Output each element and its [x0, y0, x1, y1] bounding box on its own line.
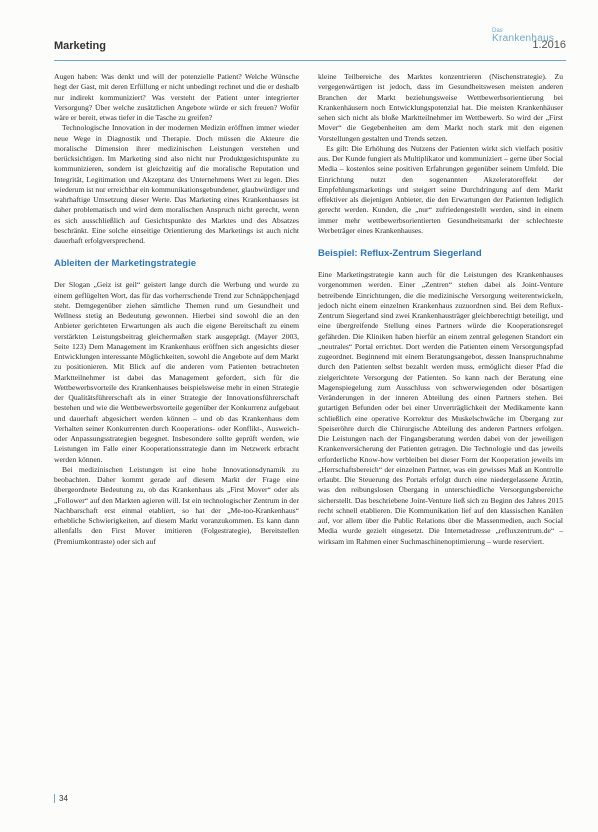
right-column: [318, 72, 563, 547]
paragraph: Eine Marketingstrategie kann auch für die Leistungen des Krankenhauses vorgenommen werden. Einer „Zentren“ stehen dabei als Joint-Venture betreibende Einrichtungen, die die medizinische Versorgung weiterentwickeln, jedoch nicht einem einzelnen Krankenhaus zuzuordnen sind. Bei dem Reflux-Zentrum Siegerland sind zwei Krankenhausträger gleichberechtigt beteiligt, und eine übergreifende Stellung eines Partners würde die Kooperationsregel gefährden. Die Kliniken haben hierfür an einem zentral gelegenen Standort ein „neutrales“ Portal errichtet. Dort werden die Patienten einem Versorgungspfad zugeordnet. Beginnend mit einem Beratungsangebot, dessen Inanspruchnahme durch den Patienten selbst bezahlt werden muss, ermöglicht dieser Pfad die zielgerichtete Versorgung der Patienten. So kann nach der Beratung eine Magenspiegelung zum Ausschluss von schwerwiegenden oder bösartigen Veränderungen in der inneren Abteilung des einen Partners stehen. Bei gutartigen Befunden oder bei einer Unverträglichkeit der Medikamente kann schließlich eine operative Korrektur des Muskelschwäche im Übergang zur Speiseröhre durch die Chirurgische Abteilung des anderen Partners erfolgen. Die Leistungen nach der Fingangsberatung werden dabei von der jeweiligen Krankenversicherung der Patienten getragen. Die Technologie und das jeweils erforderliche Know-how verbleiben bei dieser Form der Kooperation jeweils im „Herrschaftsbereich“ der einzelnen Partner, was ein gewisses Maß an Kontrolle erlaubt. Die Steuerung des Portals erfolgt durch eine niedergelassene Ärztin, was den reibungslosen Übergang in unterschiedliche Versorgungsbereiche sicherstellt. Das beschriebene Joint-Venture ließ sich zu Beginn des Jahres 2015 recht schnell etablieren. Die Kommunikation lief auf den klassischen Kanälen auf, vor allem über die Public Relations über die Massenmedien, auch Social Media wurde gezielt eingesetzt. Die Internetadresse „refluxzentrum.de“ – wirksam im Rahmen einer Suchmaschinenoptimierung – wurde reserviert.: [318, 270, 563, 546]
section-title: Marketing: [54, 40, 106, 52]
paragraph: Bei medizinischen Leistungen ist eine hohe Innovationsdynamik zu beobachten. Daher kommt gerade auf diesem Markt der Frage eine übergeordnete Bedeutung zu, ob das Krankenhaus als „First Mover“ oder als „Follower“ auf den Markten agieren will. Ist ein technologischer Zentrum in der Nachbarschaft erst einmal etabliert, so hat der „Me-too-Krankenhaus“ erhebliche Schwierigkeiten, auf diesem Markt voranzukommen. Es kann dann allenfalls den First Mover imitieren (Folgestrategie), Bereitstellen (Premiumkontraste) oder sich auf: [54, 464, 299, 546]
paragraph: Der Slogan „Geiz ist geil“ geistert lange durch die Werbung und wurde zu einem geflügelten Wort, das für das vorherrschende Trend zur Schnäppchenjagd steht. Demgegenüber ziehen sämtliche Themen rund um Gesundheit und Wellness stetig an Bedeutung gewonnen. Hierbei sind sowohl die an den Anbieter gerichteten Erwartungen als auch die eigene Bereitschaft zu einem verstärkten Leistungsbeitrag gleichermaßen stark ausgeprägt. (Mayer 2003, Seite 123) Dem Management im Krankenhaus eröffnen sich angesichts dieser Entwicklungen interessante Möglichkeiten, sowohl die Angebote auf dem Markt zu positionieren. Mit Blick auf die anderen vom Patienten betrachteten Marktteilnehmer ist dabei das Management gefordert, sich für die Wettbewerbsvorteile des Krankenhauses beispielsweise mehr in einen Strategie der Qualitätsführerschaft als in einer Strategie der Innovationsführerschaft bestehen und wie die Wettbewerbsvorteile gegenüber der Konkurrenz aufgebaut und dauerhaft abgesichert werden können – und ob das Krankenhaus dem Verhalten seiner Konkurrenten durch Kooperations- oder Konflikt-, Ausweich- oder Anpassungsstrategien begegnet. Insbesondere sollte geprüft werden, wie Leistungen im Falle einer Kooperationsstrategie dann im Netzwerk erbracht werden können.: [54, 280, 299, 464]
section-heading: Beispiel: Reflux-Zentrum Siegerland: [318, 248, 482, 259]
paragraph: Technologische Innovation in der modernen Medizin eröffnen immer wieder neue Wege in Diagnostik und Therapie. Doch müssen die Akteure die moralische Dimension ihrer medizinischen Leistungen verstehen und berücksichtigen. Im Marketing sind also nicht nur Produktgesichtspunkte zu kommunizieren, sondern ist gleichzeitig auf die moralische Reputation und Integrität, Legitimation und Akzeptanz des Unternehmens Wert zu legen. Dies wiederum ist nur erreichbar ein kommunikationsgebundener, glaubwürdiger und wahrhaftige Umsetzung dieser Werte. Das Marketing eines Krankenhauses ist daher problematisch und wird dem moralischen Anspruch nicht gerecht, wenn es sich ausschließlich auf Gesichtspunkte des Marktes und des Absatzes beschränkt. Eine solche einseitige Orientierung des Marketings ist auch nicht dauerhaft erfolgversprechend.: [54, 123, 299, 245]
page-header: [54, 28, 566, 58]
paragraph: Augen haben: Was denkt und will der potenzielle Patient? Welche Wünsche hegt der Gast, mit deren Erfüllung er nicht unbedingt rechnet und die er deshalb nur indirekt kommuniziert? Was versteht der Patient unter integrierter Versorgung? Über welche zusätzlichen Angebote würde er sich freuen? Wofür wäre er bereit, etwas tiefer in die Tasche zu greifen?: [54, 72, 299, 122]
journal-logo-small: Das: [492, 28, 503, 34]
section-heading: Ableiten der Marketingstrategie: [54, 258, 197, 270]
left-column: [54, 72, 299, 547]
page-number: 34: [54, 794, 68, 803]
paragraph: Es gilt: Die Erhöhung des Nutzens der Patienten wirkt sich vielfach positiv aus. Der Kunde fungiert als Multiplikator und kommuniziert – gerne über Social Media – kostenlos seine positiven Erfahrungen gegenüber seinem Umfeld. Die Einrichtung nutzt den sogenannten Akzeleratoreffekt der Empfehlungsmarketings und steigert seine Durchdringung auf dem Markt effektiver als diejenigen Anbieter, die den Erwartungen der Patienten lediglich gerecht werden. Kunden, die „nur“ zufriedengestellt werden, sind in einem immer mehr wettbewerbsorientierten Gesundheitsmarkt der schlechteste Werbeträger eines Krankenhauses.: [318, 143, 563, 235]
journal-logo-main: Krankenhaus: [492, 33, 555, 44]
header-rule: [54, 60, 566, 61]
issue-number: 1.2016: [532, 39, 566, 51]
paragraph: kleine Teilbereiche des Marktes konzentrieren (Nischenstrategie). Zu vergegenwärtigen ist jedoch, dass im Gesundheitswesen meisten anderen Branchen der Markt beziehungsweise Wettbewerbsorientierung bei Krankenhäusern noch Entwicklungspotenzial hat. Die meisten Krankenhäuser sehen sich nicht als bloße Marktteilnehmer im Wettbewerb. So wird der „First Mover“ die Gegebenheiten am dem Markt noch stark mit den eigenen Vorstellungen gestalten und Trends setzen.: [318, 72, 563, 143]
